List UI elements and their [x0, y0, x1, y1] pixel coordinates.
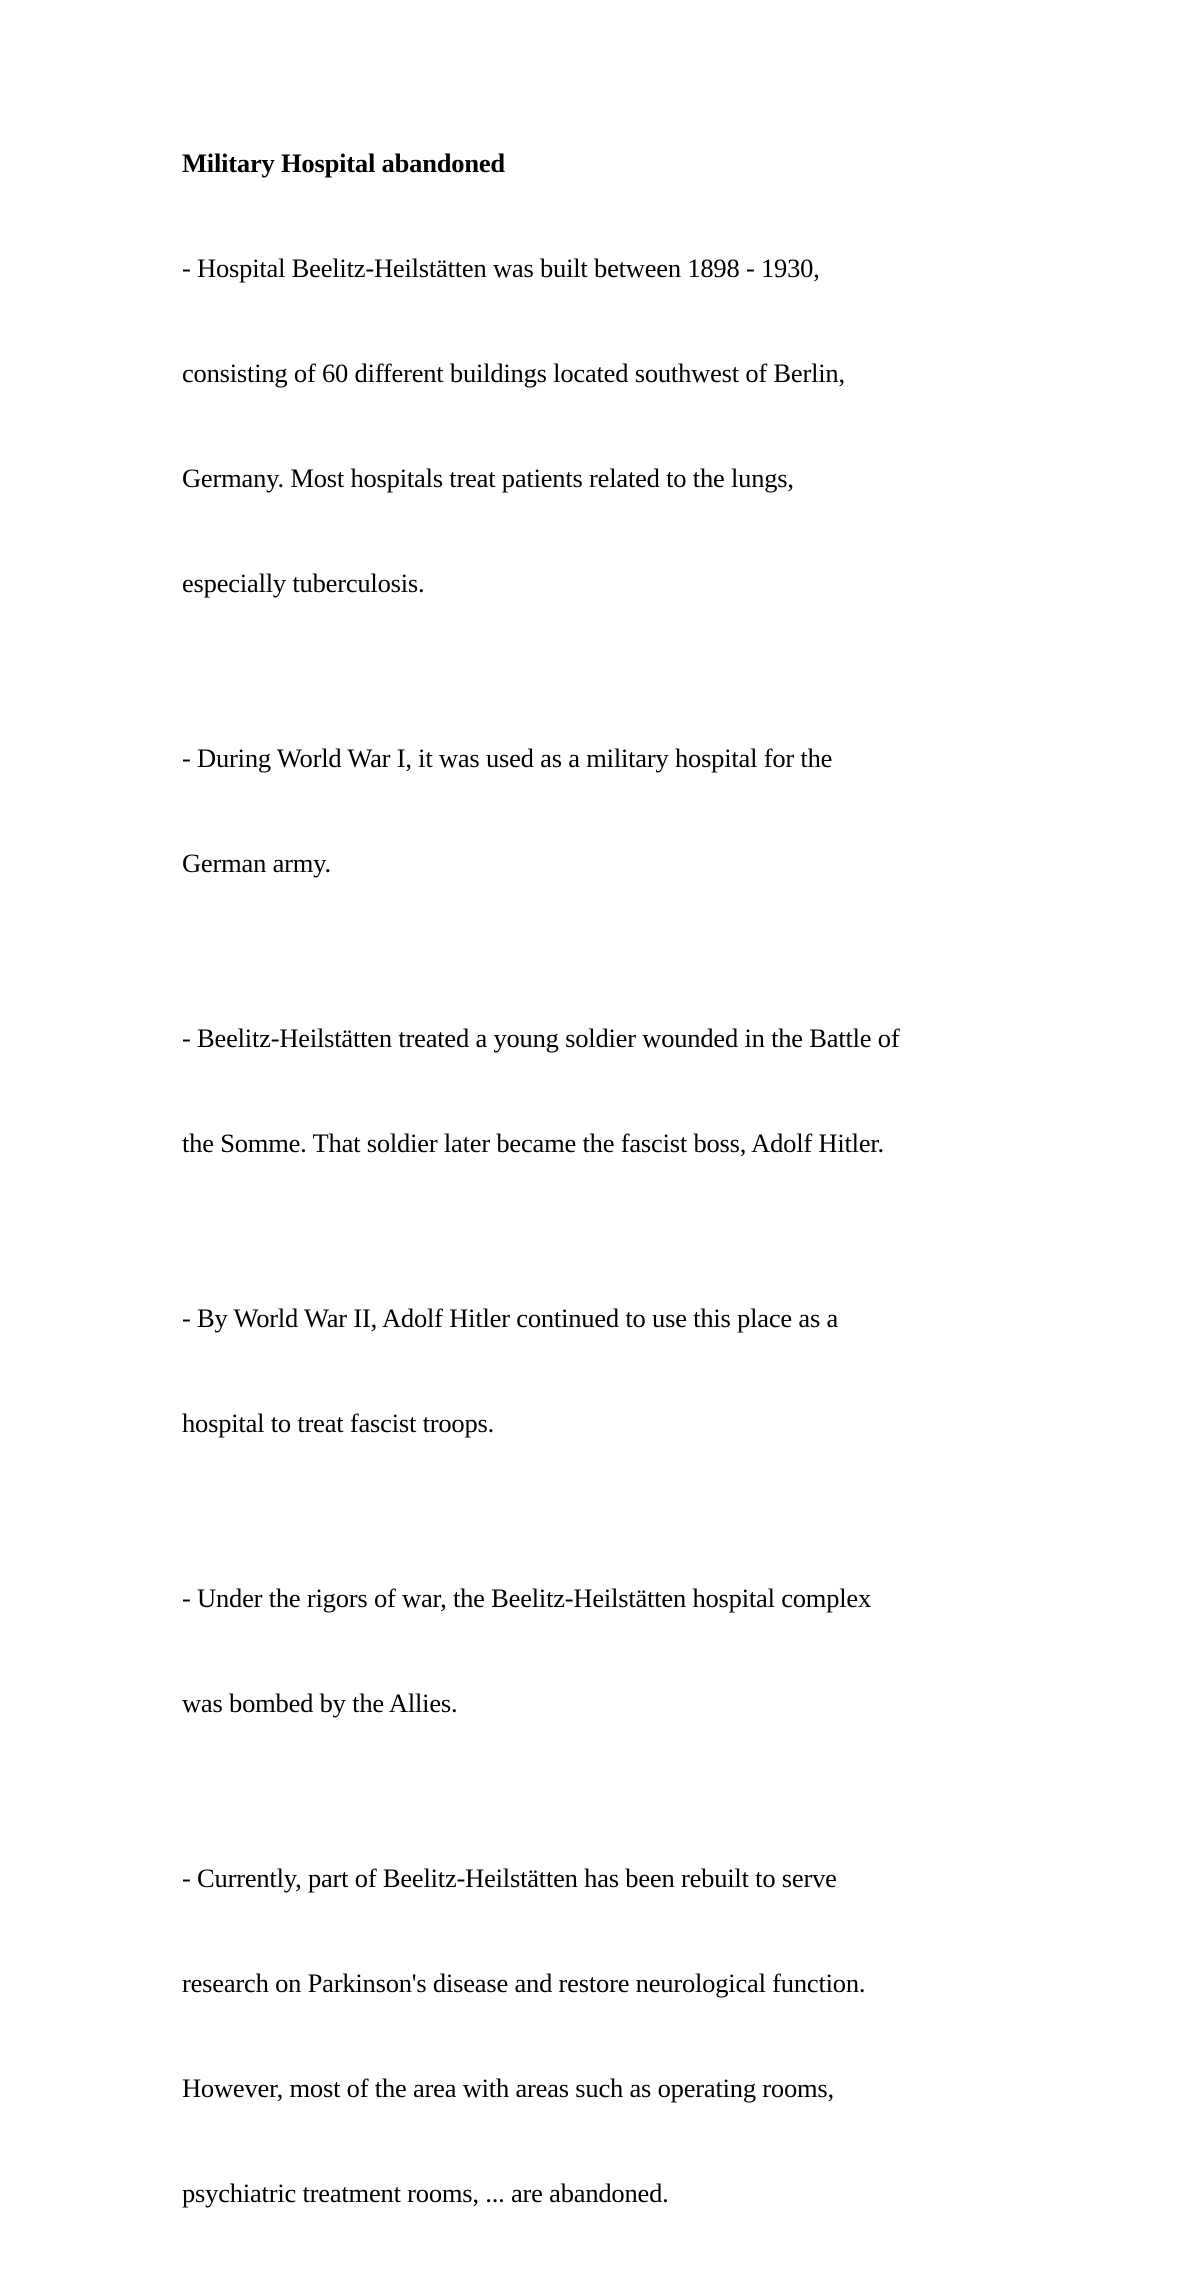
paragraph-current-state	[182, 1791, 1062, 2281]
paragraph-world-war-one	[182, 671, 1062, 951]
text-line: - Under the rigors of war, the Beelitz-Heilstätten hospital complex	[182, 1583, 872, 1613]
text-line: especially tuberculosis.	[182, 568, 425, 598]
text-line: psychiatric treatment rooms, ... are abandoned.	[182, 2178, 669, 2208]
document-title: Military Hospital abandoned	[182, 148, 505, 178]
text-line: consisting of 60 different buildings located southwest of Berlin,	[182, 358, 845, 388]
paragraph-bombing	[182, 1511, 1062, 1791]
paragraph-world-war-two	[182, 1231, 1062, 1511]
text-line: German army.	[182, 848, 331, 878]
text-line: the Somme. That soldier later became the fascist boss, Adolf Hitler.	[182, 1128, 884, 1158]
text-line: was bombed by the Allies.	[182, 1688, 458, 1718]
text-line: - Currently, part of Beelitz-Heilstätten has been rebuilt to serve	[182, 1863, 837, 1893]
text-line: - Hospital Beelitz-Heilstätten was built between 1898 - 1930,	[182, 253, 820, 283]
paragraph-construction	[182, 181, 1062, 671]
text-line: However, most of the area with areas such as operating rooms,	[182, 2073, 834, 2103]
text-line: hospital to treat fascist troops.	[182, 1408, 495, 1438]
text-line: - By World War II, Adolf Hitler continued to use this place as a	[182, 1303, 839, 1333]
text-line: - Beelitz-Heilstätten treated a young soldier wounded in the Battle of	[182, 1023, 900, 1053]
document-body	[182, 146, 1062, 2281]
text-line: Germany. Most hospitals treat patients related to the lungs,	[182, 463, 794, 493]
text-line: - During World War I, it was used as a military hospital for the	[182, 743, 833, 773]
paragraph-somme-soldier	[182, 951, 1062, 1231]
text-line: research on Parkinson's disease and restore neurological function.	[182, 1968, 866, 1998]
